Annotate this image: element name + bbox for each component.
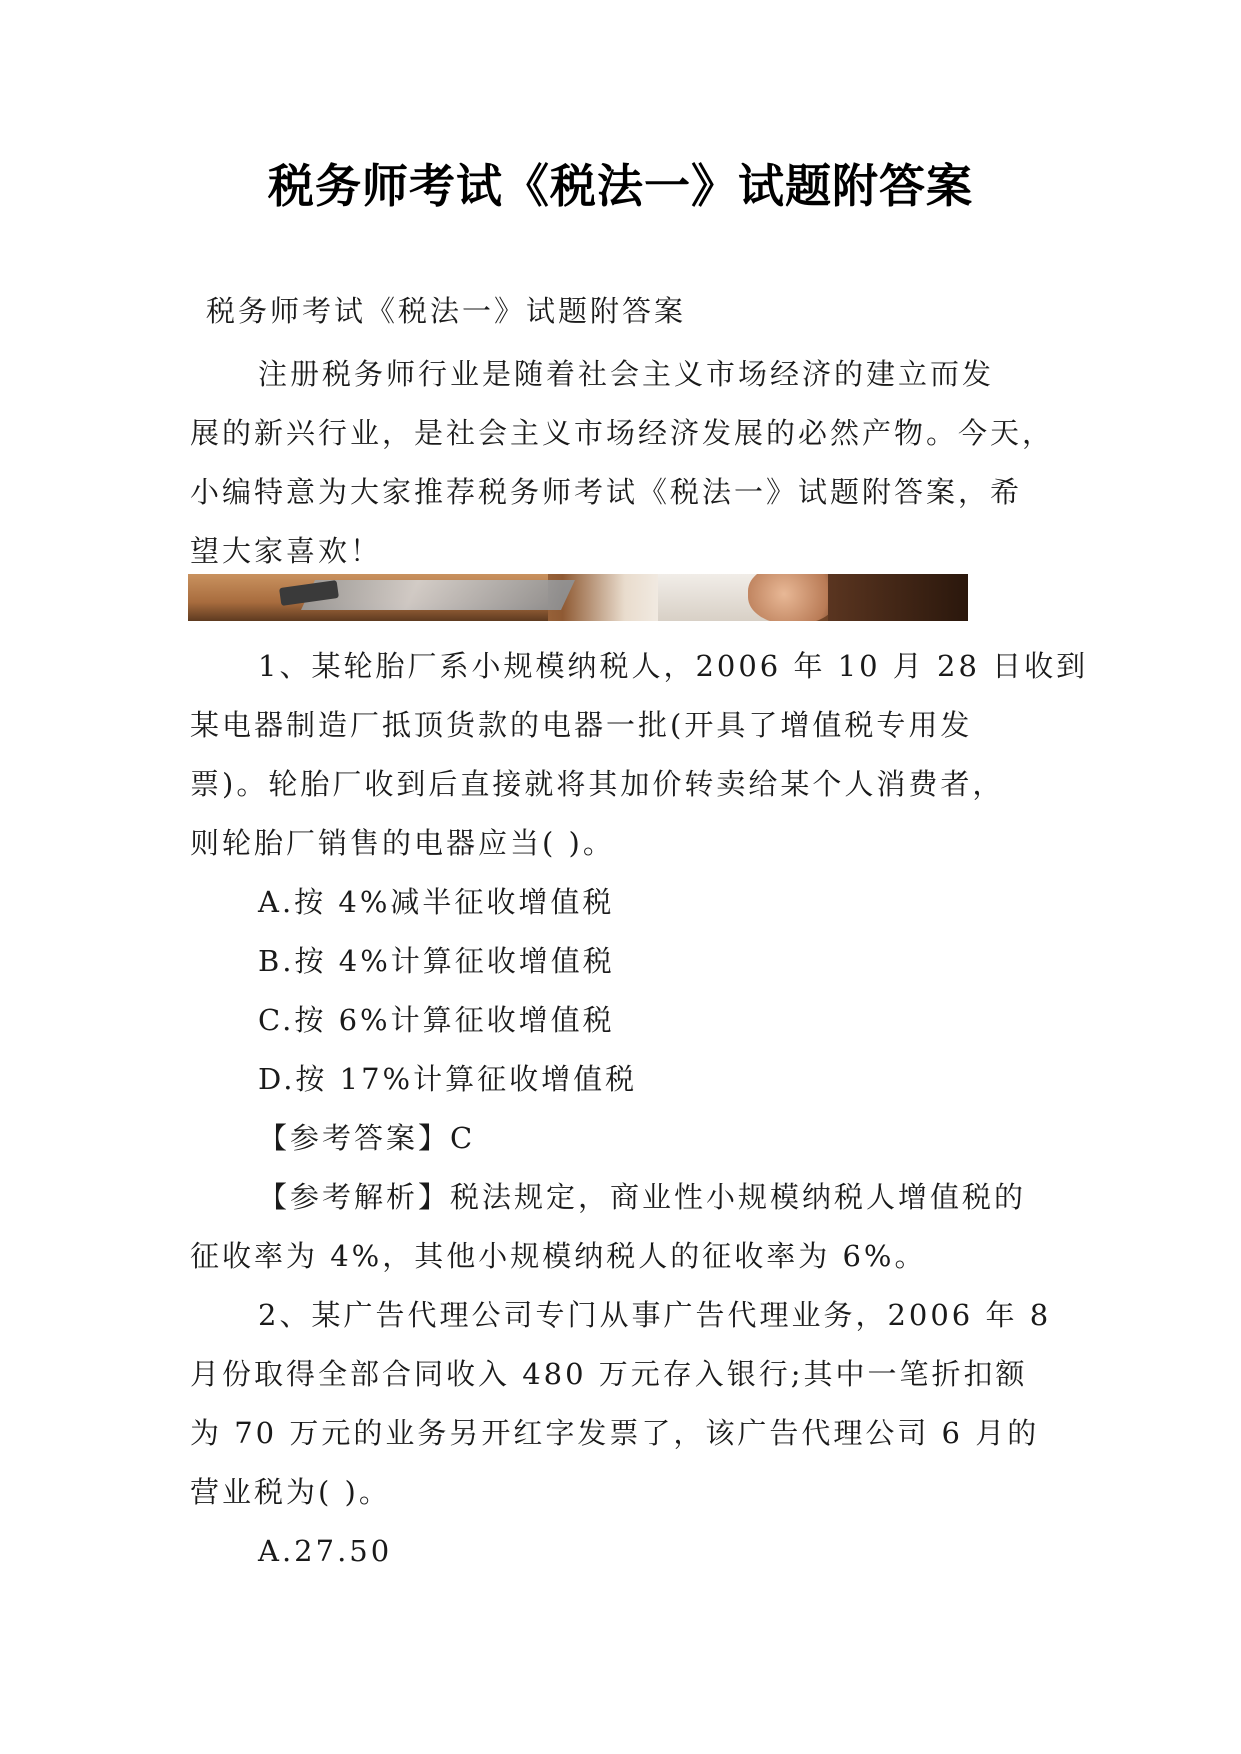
exam-photo xyxy=(188,574,968,621)
photo-shadow xyxy=(828,574,968,621)
option-a: A.按 4%减半征收增值税 xyxy=(258,885,615,919)
intro-line: 望大家喜欢！ xyxy=(190,534,383,568)
question-line: 营业税为( )。 xyxy=(190,1475,391,1509)
option-a: A.27.50 xyxy=(258,1534,393,1568)
analysis-line: 征收率为 4%，其他小规模纳税人的征收率为 6%。 xyxy=(190,1239,927,1273)
question-line: 1、某轮胎厂系小规模纳税人，2006 年 10 月 28 日收到 xyxy=(258,649,1089,683)
question-line: 则轮胎厂销售的电器应当( )。 xyxy=(190,826,615,860)
photo-head xyxy=(748,574,838,621)
option-d: D.按 17%计算征收增值税 xyxy=(258,1062,638,1096)
option-c: C.按 6%计算征收增值税 xyxy=(258,1003,615,1037)
question-2 xyxy=(190,1286,1052,1581)
intro-line: 注册税务师行业是随着社会主义市场经济的建立而发 xyxy=(258,357,995,391)
photo-paper xyxy=(301,580,575,610)
question-line: 某电器制造厂抵顶货款的电器一批(开具了增值税专用发 xyxy=(190,708,973,742)
question-1 xyxy=(190,637,1089,1286)
intro-line: 小编特意为大家推荐税务师考试《税法一》试题附答案，希 xyxy=(190,475,1023,509)
question-line: 月份取得全部合同收入 480 万元存入银行;其中一笔折扣额 xyxy=(190,1357,1028,1391)
intro-paragraph xyxy=(190,345,1055,581)
question-line: 票)。轮胎厂收到后直接就将其加价转卖给某个人消费者， xyxy=(190,767,1005,801)
question-line: 为 70 万元的业务另开红字发票了，该广告代理公司 6 月的 xyxy=(190,1416,1040,1450)
analysis-line: 【参考解析】税法规定，商业性小规模纳税人增值税的 xyxy=(258,1180,1027,1214)
reference-answer: 【参考答案】C xyxy=(258,1121,476,1155)
page-title: 税务师考试《税法一》试题附答案 xyxy=(268,159,973,213)
subtitle: 税务师考试《税法一》试题附答案 xyxy=(206,294,687,328)
question-line: 2、某广告代理公司专门从事广告代理业务，2006 年 8 xyxy=(258,1298,1052,1332)
option-b: B.按 4%计算征收增值税 xyxy=(258,944,615,978)
intro-line: 展的新兴行业，是社会主义市场经济发展的必然产物。今天， xyxy=(190,416,1055,450)
